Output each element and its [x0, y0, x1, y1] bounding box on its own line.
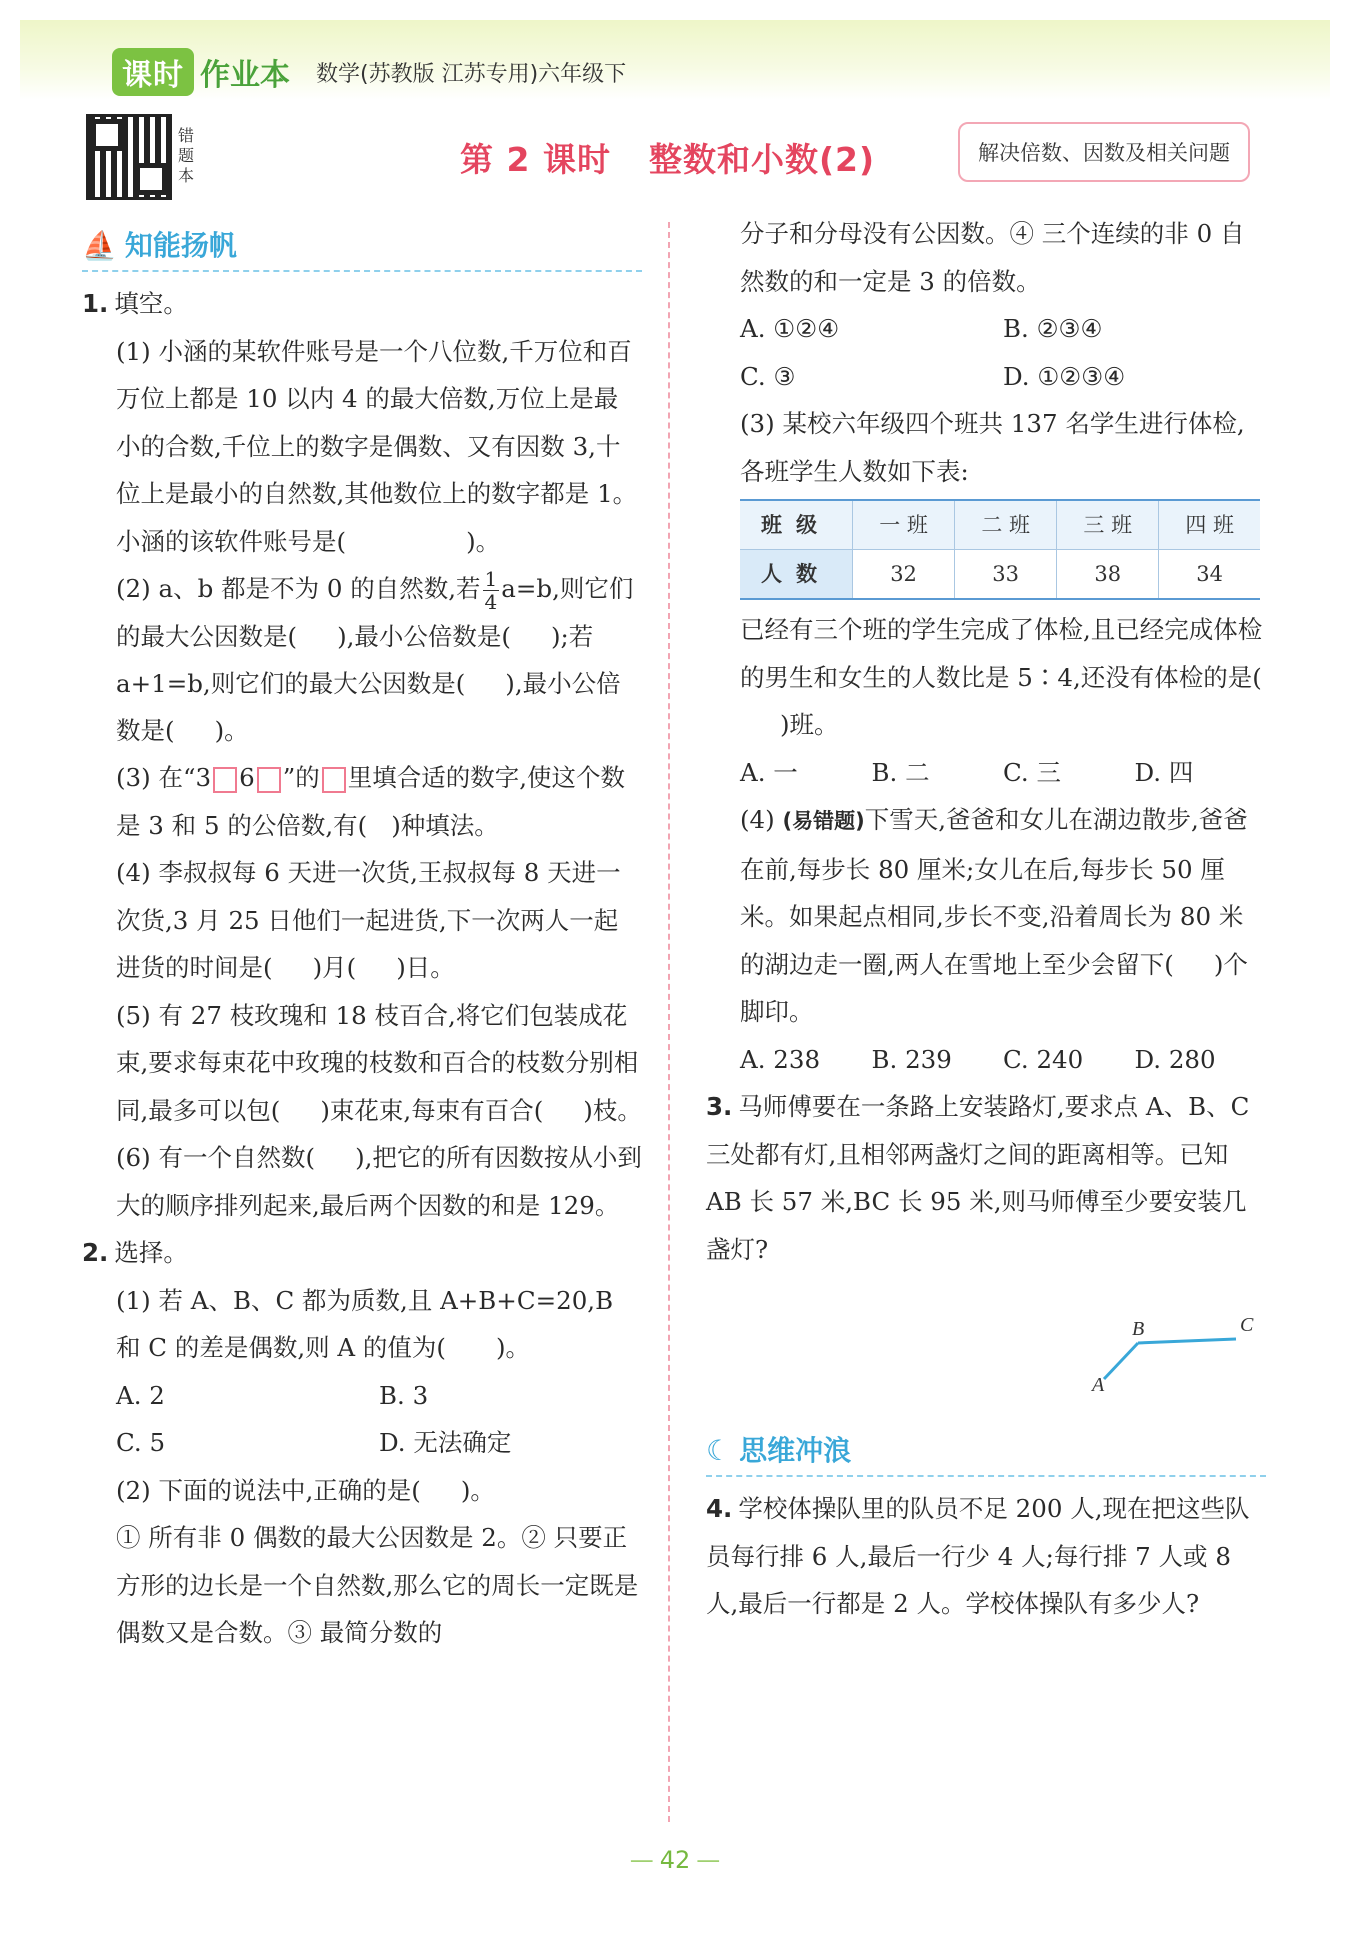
qr-code-icon[interactable] — [86, 114, 172, 200]
topic-box: 解决倍数、因数及相关问题 — [958, 122, 1250, 182]
option[interactable]: B. ②③④ — [1003, 314, 1103, 343]
table-header: 班级 — [740, 500, 853, 550]
option[interactable]: A. 2 — [116, 1380, 165, 1410]
q2-part1: (1) 若 A、B、C 都为质数,且 A+B+C=20,B 和 C 的差是偶数,则 A 的值为( )。 — [116, 1285, 614, 1362]
q2-part4: (4) (易错题)下雪天,爸爸和女儿在湖边散步,爸爸在前,每步长 80 厘米;女儿在后,每步长 50 厘米。如果起点相同,步长不变,沿着周长为 80 米的湖边走一圈,两人在雪地上至少会留下( )个脚印。 — [740, 805, 1248, 1026]
q1-part4: (4) 李叔叔每 6 天进一次货,王叔叔每 8 天进一次货,3 月 25 日他们一起进货,下一次两人一起进货的时间是( )月( )日。 — [116, 858, 621, 982]
moon-wave-icon: ☾ — [706, 1434, 732, 1468]
error-prone-tag: (易错题) — [782, 809, 865, 833]
table-cell: 34 — [1159, 550, 1260, 600]
question-1-title: 1. 填空。 — [82, 289, 188, 318]
blank-square — [213, 767, 237, 793]
q2-part3-text: 已经有三个班的学生完成了体检,且已经完成体检的男生和女生的人数比是 5∶4,还没有体检的是()班。 — [740, 615, 1263, 739]
lesson-number: 第 2 课时 — [460, 140, 611, 179]
lesson-name: 整数和小数(2) — [648, 140, 876, 179]
section-header-2 — [706, 1427, 1266, 1477]
q1-part5: (5) 有 27 枝玫瑰和 18 枝百合,将它们包装成花束,要求每束花中玫瑰的枝数和百合的枝数分别相同,最多可以包( )束花束,每束有百合( )枝。 — [116, 1000, 642, 1125]
segment-bc — [1138, 1339, 1236, 1343]
section-header-1 — [82, 222, 642, 272]
point-label-a: A — [1092, 1374, 1105, 1393]
q1-part3: (3) 在“3 6 ”的 里填合适的数字,使这个数是 3 和 5 的公倍数,有( )种填法。 — [116, 763, 626, 840]
q2-part2-options — [706, 305, 1266, 400]
option[interactable]: B. 239 — [871, 1044, 952, 1074]
blank-square — [257, 767, 281, 793]
section-title: 思维冲浪 — [739, 1434, 852, 1468]
question-4: 4. 学校体操队里的队员不足 200 人,现在把这些队员每行排 6 人,最后一行少 4 人;每行排 7 人或 8 人,最后一行都是 2 人。学校体操队有多少人? — [706, 1494, 1250, 1618]
q1-part2: (2) a、b 都是不为 0 的自然数,若 $\frac{1}{4}$ a=b,则它们的最大公因数是( ),最小公倍数是( );若 a+1=b,则它们的最大公因数是( ),最小公倍数是( )。 — [116, 567, 634, 745]
option[interactable]: A. 238 — [740, 1044, 821, 1074]
brand-text: 作业本 — [200, 58, 290, 93]
table-cell: 四 班 — [1159, 500, 1260, 550]
table-cell: 33 — [955, 550, 1057, 600]
left-column — [82, 222, 642, 1657]
q2-part1-options — [82, 1372, 642, 1467]
table-cell: 38 — [1057, 550, 1159, 600]
table-cell: 一 班 — [853, 500, 955, 550]
option[interactable]: D. 无法确定 — [379, 1428, 512, 1457]
q2-part3: (3) 某校六年级四个班共 137 名学生进行体检,各班学生人数如下表: — [740, 409, 1245, 486]
option[interactable]: C. 240 — [1003, 1044, 1084, 1074]
q1-part6: (6) 有一个自然数( ),把它的所有因数按从小到大的顺序排列起来,最后两个因数的和是 129。 — [116, 1143, 642, 1220]
book-title: 数学(苏教版 江苏专用)六年级下 — [316, 61, 627, 87]
road-diagram — [706, 1273, 1266, 1393]
road-diagram-svg — [706, 1273, 1266, 1393]
q1-part1: (1) 小涵的某软件账号是一个八位数,千万位和百万位上都是 10 以内 4 的最大倍数,万位上是最小的合数,千位上的数字是偶数、又有因数 3,十位上是最小的自然数,其他数位上的数字都是 1。小涵的该软件账号是( )。 — [116, 336, 638, 556]
table-cell: 32 — [853, 550, 955, 600]
class-table — [740, 499, 1260, 600]
question-2-title: 2. 选择。 — [82, 1238, 188, 1267]
qr-label: 错题本 — [178, 126, 195, 185]
blank-square — [322, 767, 346, 793]
table-header: 人数 — [740, 550, 853, 600]
q2-part2-text-right: 分子和分母没有公因数。④ 三个连续的非 0 自然数的和一定是 3 的倍数。 — [740, 219, 1245, 296]
q2-part2-text-left: ① 所有非 0 偶数的最大公因数是 2。② 只要正方形的边长是一个自然数,那么它的周长一定既是偶数又是合数。③ 最简分数的 — [116, 1523, 639, 1647]
option[interactable]: D. ①②③④ — [1003, 361, 1126, 391]
page-number: — 42 — — [620, 1846, 730, 1874]
point-label-b: B — [1132, 1318, 1145, 1340]
column-divider — [668, 222, 670, 1822]
sailboat-icon: ⛵ — [82, 229, 117, 263]
section-title: 知能扬帆 — [124, 229, 237, 263]
option[interactable]: C. ③ — [740, 361, 796, 391]
option[interactable]: A. ①②④ — [740, 314, 840, 343]
option[interactable]: B. 3 — [379, 1380, 429, 1410]
table-row — [740, 500, 1260, 550]
option[interactable]: D. 280 — [1134, 1044, 1216, 1074]
table-row — [740, 550, 1260, 600]
right-column — [706, 210, 1266, 1628]
table-cell: 三 班 — [1057, 500, 1159, 550]
q2-part3-options — [706, 749, 1266, 797]
option[interactable]: A. 一 — [740, 757, 798, 787]
brand — [112, 48, 626, 96]
option[interactable]: C. 5 — [116, 1428, 166, 1457]
option[interactable]: B. 二 — [871, 757, 930, 787]
q2-part2: (2) 下面的说法中,正确的是( )。 — [116, 1475, 495, 1505]
fraction-quarter: $\frac{1}{4}$ — [484, 567, 498, 614]
lesson-title — [460, 134, 875, 181]
option[interactable]: D. 四 — [1134, 757, 1194, 787]
table-cell: 二 班 — [955, 500, 1057, 550]
point-label-c: C — [1240, 1314, 1254, 1336]
option[interactable]: C. 三 — [1003, 757, 1061, 787]
segment-ab — [1104, 1343, 1138, 1379]
q2-part4-options — [706, 1036, 1266, 1084]
brand-logo: 课时 — [112, 48, 194, 96]
question-3: 3. 马师傅要在一条路上安装路灯,要求点 A、B、C 三处都有灯,且相邻两盏灯之间的距离相等。已知 AB 长 57 米,BC 长 95 米,则马师傅至少要安装几盏灯? — [706, 1092, 1250, 1264]
